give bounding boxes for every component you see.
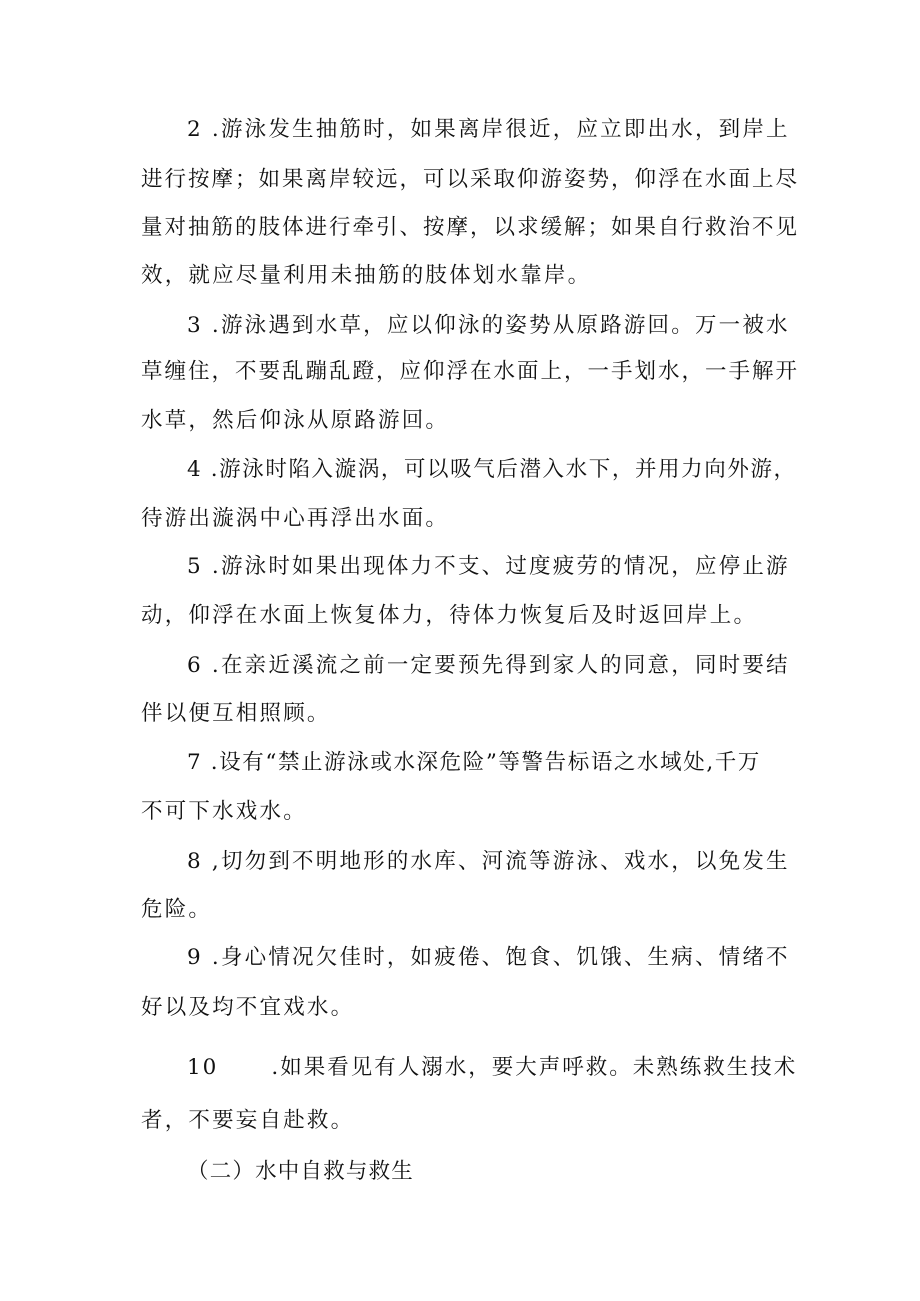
paragraph-5-line-2: 动，仰浮在水面上恢复体力，待体力恢复后及时返回岸上。 xyxy=(141,603,758,628)
paragraph-2-line-4: 效，就应尽量利用未抽筋的肢体划水靠岸。 xyxy=(141,263,592,288)
paragraph-3-line-1: 3 .游泳遇到水草，应以仰泳的姿势从原路游回。万一被水 xyxy=(187,313,790,338)
paragraph-10-line-1: 10 .如果看见有人溺水，要大声呼救。未熟练救生技术 xyxy=(187,1055,798,1080)
paragraph-4-line-2: 待游出漩涡中心再浮出水面。 xyxy=(141,506,450,531)
paragraph-6-line-1: 6 .在亲近溪流之前一定要预先得到家人的同意，同时要结 xyxy=(187,653,790,678)
paragraph-6-line-2: 伴以便互相照顾。 xyxy=(141,701,331,726)
paragraph-5-line-1: 5 .游泳时如果出现体力不支、过度疲劳的情况，应停止游 xyxy=(187,554,790,579)
section-heading: （二）水中自救与救生 xyxy=(187,1159,415,1184)
paragraph-10-line-2: 者，不要妄自赴救。 xyxy=(141,1108,355,1133)
paragraph-9-line-2: 好以及均不宜戏水。 xyxy=(141,995,355,1020)
paragraph-3-line-3: 水草，然后仰泳从原路游回。 xyxy=(141,408,450,433)
paragraph-7-line-2: 不可下水戏水。 xyxy=(141,799,307,824)
paragraph-3-line-2: 草缠住，不要乱蹦乱蹬，应仰浮在水面上，一手划水，一手解开 xyxy=(141,359,800,384)
paragraph-4-line-1: 4 .游泳时陷入漩涡，可以吸气后潜入水下，并用力向外游， xyxy=(187,457,797,482)
paragraph-2-line-1: 2 .游泳发生抽筋时，如果离岸很近，应立即出水，到岸上 xyxy=(187,117,790,142)
paragraph-2-line-3: 量对抽筋的肢体进行牵引、按摩，以求缓解；如果自行救治不见 xyxy=(141,215,800,240)
paragraph-8-line-1: 8 ,切勿到不明地形的水库、河流等游泳、戏水，以免发生 xyxy=(187,849,790,874)
paragraph-7-line-1: 7 .设有“禁止游泳或水深危险”等警告标语之水域处,千万 xyxy=(187,750,761,775)
paragraph-9-line-1: 9 .身心情况欠佳时，如疲倦、饱食、饥饿、生病、情绪不 xyxy=(187,945,790,970)
paragraph-2-line-2: 进行按摩；如果离岸较远，可以采取仰游姿势，仰浮在水面上尽 xyxy=(141,167,800,192)
paragraph-8-line-2: 危险。 xyxy=(141,897,213,922)
